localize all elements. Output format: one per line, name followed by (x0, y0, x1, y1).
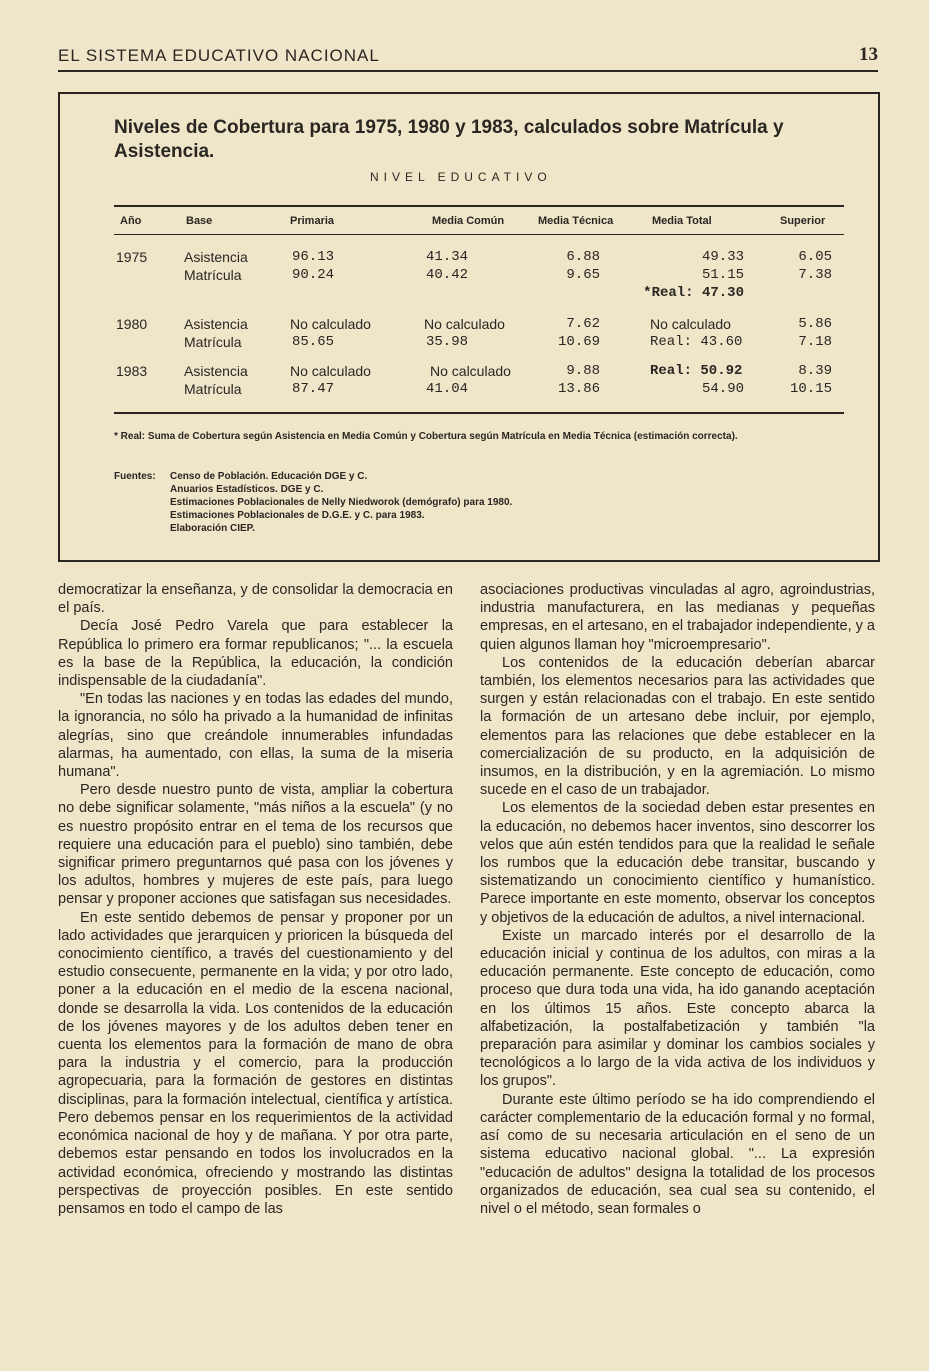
paragraph: Pero desde nuestro punto de vista, ampliar la cobertura no debe significar solamente, "más niños a la escuela" (y no es nuestro propósito entrar en el tema de los recursos que requiere una educación para el pueblo) sino también, debe significar primero preguntarnos qué pasa con los jóvenes y los adultos, hombres y mujeres de este país, para luego pensar y proponer acciones que satisfagan sus necesidades. (58, 782, 453, 908)
cell-media-comun: 40.42 (426, 267, 469, 283)
col-header-media-tecnica: Media Técnica (538, 215, 614, 227)
source-line: Estimaciones Poblacionales de Nelly Niedworok (demógrafo) para 1980. (170, 497, 513, 508)
cell-primaria: 96.13 (292, 249, 335, 265)
paragraph: En este sentido debemos de pensar y proponer por un lado actividades que jerarquicen y prioricen la búsqueda del conocimiento científico, a través del cuestionamiento y del estudio consecuente, permanente en la vida; y por otro lado, poner a la educación en el medio de la escena nacional, donde se desarrolla la vida. Los contenidos de la educación de los jóvenes mayores y de los adultos deben tener en cuenta los elementos para la formación de mano de obra para la industria y el comercio, para la producción agropecuaria, para la formación de gestores en distintas disciplinas, para la formación intelectual, científica y artística. Pero debemos pensar en los requerimientos de la actividad económica nacional de hoy y de mañana. Y por otra parte, debemos estar pensando en todos los involucrados en la actividad económica, ofreciendo y mostrando las distintas perspectivas de proyección posibles. En este sentido pensamos en todo el campo de las (58, 909, 453, 1217)
cell-superior: 10.15 (789, 381, 832, 397)
header-bottom-rule (114, 234, 844, 235)
cell-media-total: 51.15 (701, 267, 744, 283)
body-column-right (480, 581, 875, 1218)
paragraph: "En todas las naciones y en todas las edades del mundo, la ignorancia, no sólo ha privado a la humanidad de infinitas alegrías, sino que creándole innumerables infundadas alarmas, ha aumentado, con ellas, la suma de la miseria humana". (58, 691, 453, 781)
cell-media-total: 54.90 (701, 381, 744, 397)
cell-base: Asistencia (184, 249, 248, 265)
cell-media-total: 49.33 (701, 249, 744, 265)
source-line: Estimaciones Poblacionales de D.G.E. y C. para 1983. (170, 510, 425, 521)
cell-media-total: Real: 43.60 (650, 334, 743, 350)
source-line: Elaboración CIEP. (170, 523, 255, 534)
cell-base: Matrícula (184, 267, 242, 283)
cell-primaria: No calculado (290, 363, 371, 379)
cell-media-total: Real: 50.92 (650, 363, 743, 379)
row-year: 1975 (116, 249, 148, 265)
paragraph: asociaciones productivas vinculadas al agro, agroindustrias, industria manufacturera, en las medianas y pequeñas empresas, en el artesano, en el trabajador independiente, y a quien algunos llaman hoy "microempresario". (480, 582, 875, 653)
running-title: EL SISTEMA EDUCATIVO NACIONAL (58, 46, 380, 65)
coverage-table-box (58, 92, 880, 562)
cell-media-total: No calculado (650, 316, 731, 332)
cell-superior: 6.05 (798, 249, 832, 265)
col-header-year: Año (120, 215, 142, 227)
cell-media-comun: 35.98 (426, 334, 469, 350)
source-line: Anuarios Estadísticos. DGE y C. (170, 484, 324, 495)
row-year: 1980 (116, 316, 148, 332)
col-header-media-total: Media Total (652, 215, 712, 227)
cell-primaria: 85.65 (292, 334, 335, 350)
cell-media-comun: No calculado (430, 363, 511, 379)
col-header-media-comun: Media Común (432, 215, 505, 227)
table-sources (114, 470, 844, 540)
body-column-left (58, 581, 453, 1218)
paragraph: Durante este último período se ha ido comprendiendo el carácter complementario de la educación formal y no formal, así como de su necesaria articulación en el seno de un sistema educativo nacional global. "... La expresión "educación de adultos" designa la totalidad de los procesos organizados de educación, sea cual sea su contenido, el nivel o el método, sean formales o (480, 1091, 875, 1217)
cell-media-comun: No calculado (424, 316, 505, 332)
cell-media-tecnica: 6.88 (566, 249, 600, 265)
cell-primaria: 90.24 (292, 267, 335, 283)
cell-media-tecnica: 9.65 (566, 267, 600, 283)
sources-label: Fuentes: (114, 471, 156, 482)
row-year: 1983 (116, 363, 148, 379)
cell-media-comun: 41.34 (426, 249, 469, 265)
table-title: Niveles de Cobertura para 1975, 1980 y 1983, calculados sobre Matrícula y Asistencia. (114, 117, 784, 162)
cell-primaria: No calculado (290, 316, 371, 332)
table-footnote: * Real: Suma de Cobertura según Asistencia en Media Común y Cobertura según Matrícula en Media Técnica (estimación correcta). (114, 431, 738, 442)
running-header (58, 44, 878, 72)
paragraph: Los elementos de la sociedad deben estar presentes en la educación, no debemos hacer inventos, sino descorrer los velos que aún estén tendidos para que la realidad le señale los rumbos que la educación debe transitar, buscando y sistematizando un conocimiento científico y humanístico. Parece importante en este momento, observar los conceptos y objetivos de la educación de adultos, a nivel internacional. (480, 800, 875, 926)
cell-media-tecnica: 13.86 (557, 381, 600, 397)
paragraph: Decía José Pedro Varela que para establecer la República lo primero era formar republicanos; "... la escuela es la base de la República, la educación, la condición indispensable de la ciudadanía". (58, 618, 453, 690)
table-bottom-rule (114, 412, 844, 414)
group-heading: NIVEL EDUCATIVO (370, 170, 552, 184)
cell-base: Asistencia (184, 363, 248, 379)
cell-media-tecnica: 10.69 (557, 334, 600, 350)
header-top-rule (114, 205, 844, 207)
col-header-primaria: Primaria (290, 215, 335, 227)
cell-base: Matrícula (184, 381, 242, 397)
col-header-base: Base (186, 215, 213, 227)
cell-base: Matrícula (184, 334, 242, 350)
cell-superior: 8.39 (798, 363, 832, 379)
cell-media-tecnica: 7.62 (566, 316, 600, 332)
cell-primaria: 87.47 (292, 381, 335, 397)
paragraph: Existe un marcado interés por el desarrollo de la educación inicial y continua de los adultos, con miras a la educación permanente. Este concepto de educación, como proceso que dura toda una vida, ha ido ganando aceptación en los últimos 15 años. Este concepto abarca la alfabetización, la postalfabetización y también "la preparación para asimilar y dominar los cambios sociales y tecnológicos a lo largo de la vida activa de los individuos y los grupos". (480, 927, 875, 1090)
cell-superior: 7.38 (798, 267, 832, 283)
cell-superior: 7.18 (798, 334, 832, 350)
cell-media-total-real: *Real: 47.30 (643, 285, 744, 301)
cell-media-comun: 41.04 (426, 381, 469, 397)
col-header-superior: Superior (780, 215, 826, 227)
source-line: Censo de Población. Educación DGE y C. (170, 471, 368, 482)
page-number: 13 (859, 44, 878, 65)
cell-base: Asistencia (184, 316, 248, 332)
paragraph: democratizar la enseñanza, y de consolidar la democracia en el país. (58, 582, 453, 617)
paragraph: Los contenidos de la educación deberían abarcar también, los elementos necesarios para las actividades que surgen y están relacionadas con el trabajo. En este sentido la formación de un artesano debe incluir, por ejemplo, elementos para las relaciones que debe establecer en la comercialización de su producto, en la adquisición de insumos, en la distribución, y en la agremiación. Lo mismo sucede en el caso de un trabajador. (480, 654, 875, 799)
cell-superior: 5.86 (798, 316, 832, 332)
cell-media-tecnica: 9.88 (566, 363, 600, 379)
